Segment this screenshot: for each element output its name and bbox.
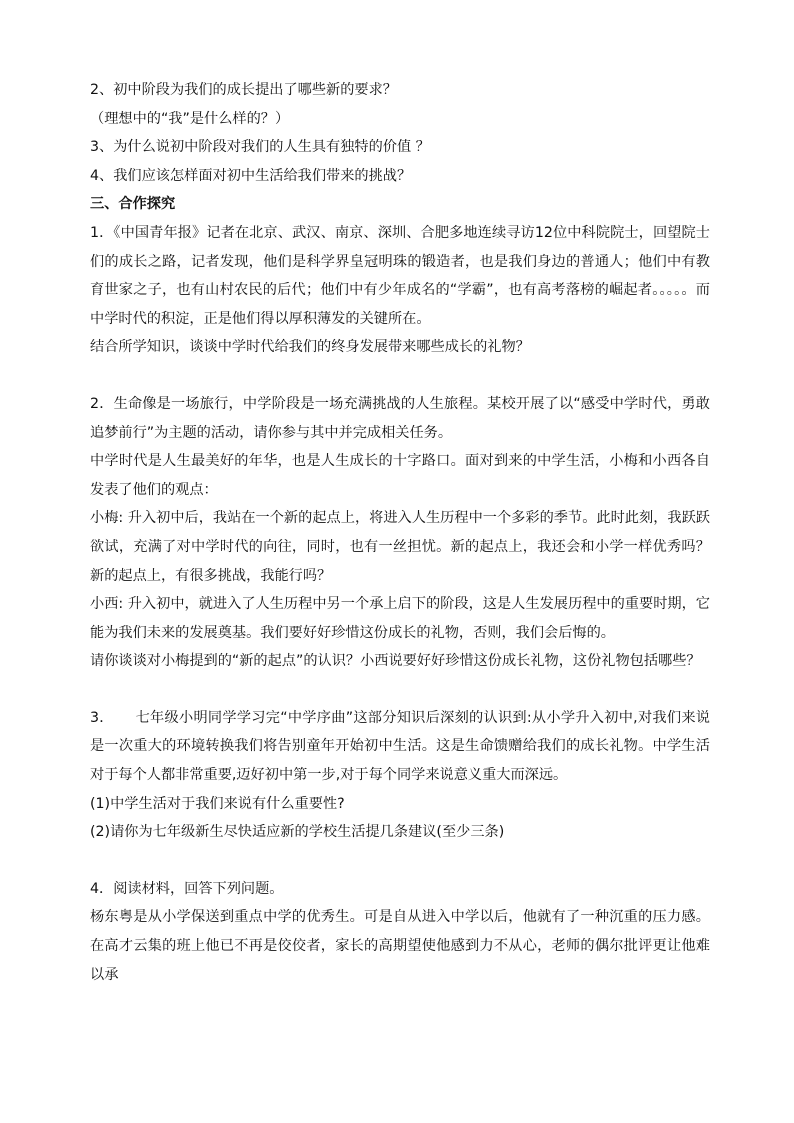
question-2: 2、初中阶段为我们的成长提出了哪些新的要求？: [90, 82, 397, 98]
item-2-xiaomei: 小梅: 升入初中后，我站在一个新的起点上，将进入人生历程中一个多彩的季节。此时此刻，我跃跃欲试，充满了对中学时代的向往，同时，也有一丝担忧。新的起点上，我还会和小学一样优秀吗？新的起点上，有很多挑战，我能行吗？: [90, 510, 710, 584]
item-3-sub-question-2: (2)请你为七年级新生尽快适应新的学校生活提几条建议(至少三条): [90, 824, 505, 841]
question-2-hint: （理想中的“我”是什么样的？）: [90, 110, 290, 127]
spacer: [90, 676, 710, 704]
item-2-xiaoxi: 小西: 升入初中，就进入了人生历程中另一个承上启下的阶段，这是人生发展历程中的重要时期，它能为我们未来的发展奠基。我们要好好珍惜这份成长的礼物，否则，我们会后悔的。: [90, 596, 710, 641]
section-3-title: 三、合作探究: [90, 196, 176, 213]
question-3: 3、为什么说初中阶段对我们的人生具有独特的价值 ？: [90, 139, 430, 156]
item-3-text: 3． 七年级小明同学学习完“中学序曲”这部分知识后深刻的认识到:从小学升入初中,对我们来说是一次重大的环境转换我们将告别童年开始初中生活。这是生命馈赠给我们的成长礼物。中学生活对于每个人都非常重要,迈好初中第一步,对于每个同学来说意义重大而深远。: [90, 709, 710, 784]
question-4: 4、我们应该怎样面对初中生活给我们带来的挑战？: [90, 167, 412, 184]
spacer: [90, 362, 710, 390]
item-4-text: 杨东粤是从小学保送到重点中学的优秀生。可是自从进入中学以后，他就有了一种沉重的压力感。在高才云集的班上他已不再是佼佼者，家长的高期望使他感到力不从心，老师的偶尔批评更让他难以承: [90, 909, 710, 983]
item-1-question: 结合所学知识，谈谈中学时代给我们的终身发展带来哪些成长的礼物？: [90, 339, 530, 356]
item-2-question: 请你谈谈对小梅提到的“新的起点”的认识？小西说要好好珍惜这份成长礼物，这份礼物包括哪些？: [90, 653, 701, 670]
item-1-text: 1．《中国青年报》记者在北京、武汉、南京、深圳、合肥多地连续寻访12位中科院院士，回望院士们的成长之路，记者发现，他们是科学界皇冠明珠的锻造者，也是我们身边的普通人；他们中有教育世家之子，也有山村农民的后代；他们中有少年成名的“学霸”，也有高考落榜的崛起者。。。。。而中学时代的积淀，正是他们得以厚积薄发的关键所在。: [90, 224, 710, 327]
item-3-sub-question-1: (1)中学生活对于我们来说有什么重要性?: [90, 795, 345, 812]
item-2-context: 中学时代是人生最美好的年华，也是人生成长的十字路口。面对到来的中学生活，小梅和小西各自发表了他们的观点：: [90, 453, 710, 498]
item-4-intro: 4．阅读材料，回答下列问题。: [90, 880, 284, 897]
document-page: [90, 76, 710, 989]
spacer: [90, 847, 710, 875]
item-2-intro: 2．生命像是一场旅行，中学阶段是一场充满挑战的人生旅程。某校开展了以“感受中学时代，勇敢追梦前行”为主题的活动，请你参与其中并完成相关任务。: [90, 395, 710, 441]
